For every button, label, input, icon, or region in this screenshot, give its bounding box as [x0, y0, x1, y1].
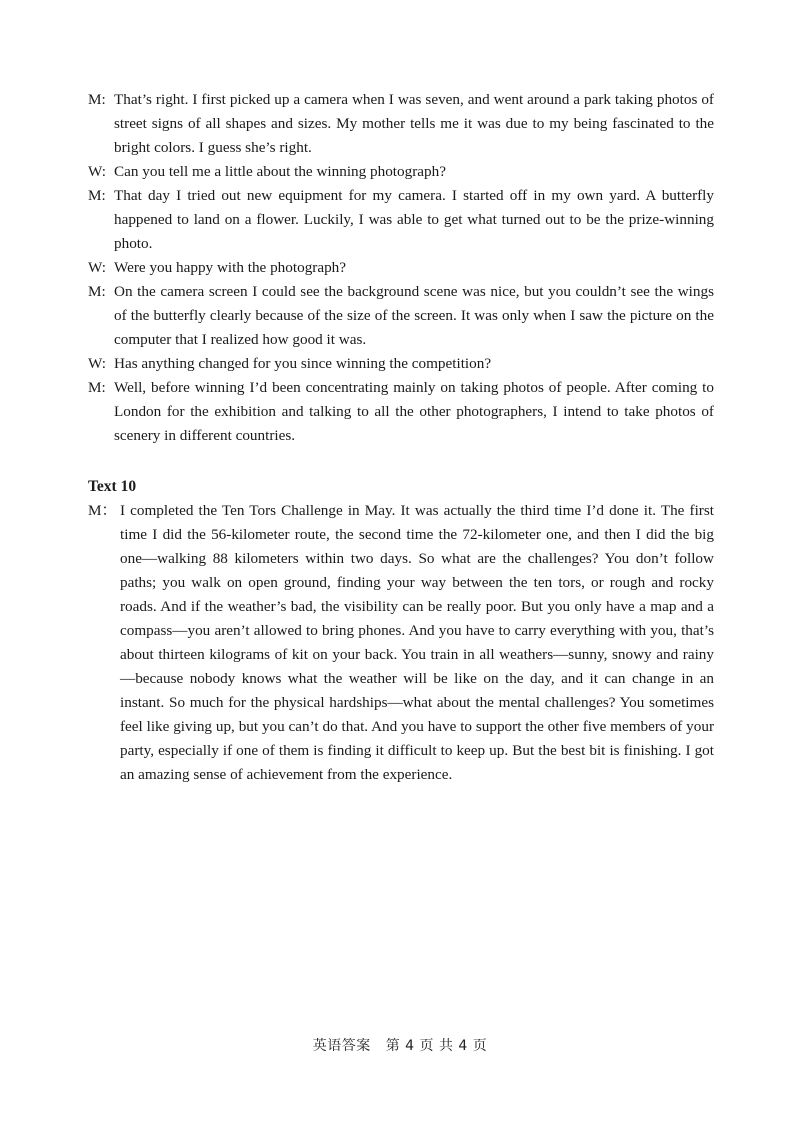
speaker-label: M: [88, 91, 106, 108]
dialogue-line [88, 184, 714, 256]
speaker-label: W: [88, 163, 106, 180]
dialogue-line [88, 160, 714, 184]
dialogue-line [88, 280, 714, 352]
dialogue-text: On the camera screen I could see the background scene was nice, but you couldn’t see the wings of the butterfly clearly because of the size of the screen. It was only when I saw the picture on the computer that I realized how good it was. [114, 283, 714, 348]
document-page [88, 88, 714, 787]
speaker-label: M: [88, 379, 106, 396]
page-footer [0, 1035, 800, 1055]
dialogue-section [88, 88, 714, 448]
footer-page-info: 第 4 页 共 4 页 [385, 1038, 488, 1054]
dialogue-text: Well, before winning I’d been concentrating mainly on taking photos of people. After coming to London for the exhibition and talking to all the other photographers, I intend to take photos of scenery in different countries. [114, 379, 714, 444]
monologue-text: I completed the Ten Tors Challenge in May. It was actually the third time I’d done it. The first time I did the 56-kilometer route, the second time the 72-kilometer one, and then I did the big one—walking 88 kilometers within two days. So what are the challenges? You don’t follow paths; you walk on open ground, finding your way between the ten tors, or rough and rocky roads. And if the weather’s bad, the visibility can be really poor. But you only have a map and a compass—you aren’t allowed to bring phones. And you have to carry everything with you, that’s about thirteen kilograms of kit on your back. You train in all weathers—sunny, snowy and rainy—because nobody knows what the weather will be like on the day, and it can change in an instant. So much for the physical hardships—what about the mental challenges? You sometimes feel like giving up, but you can’t do that. And you have to support the other five members of your party, especially if one of them is finding it difficult to keep up. But the best bit is finishing. I got an amazing sense of achievement from the experience. [120, 502, 714, 783]
dialogue-line [88, 256, 714, 280]
dialogue-text: Can you tell me a little about the winning photograph? [114, 163, 446, 180]
text10-section [88, 475, 714, 787]
monologue [88, 499, 714, 787]
dialogue-line [88, 352, 714, 376]
speaker-label: M： [88, 502, 117, 519]
dialogue-text: That’s right. I first picked up a camera when I was seven, and went around a park taking photos of street signs of all shapes and sizes. My mother tells me it was due to my being fascinated to the bright colors. I guess she’s right. [114, 91, 714, 156]
section-heading: Text 10 [88, 478, 137, 495]
dialogue-text: Has anything changed for you since winning the competition? [114, 355, 492, 372]
speaker-label: M: [88, 283, 106, 300]
footer-subject: 英语答案 [312, 1038, 371, 1054]
dialogue-text: Were you happy with the photograph? [114, 259, 347, 276]
speaker-label: W: [88, 259, 106, 276]
dialogue-line [88, 88, 714, 160]
speaker-label: W: [88, 355, 106, 372]
speaker-label: M: [88, 187, 106, 204]
dialogue-line [88, 376, 714, 448]
dialogue-text: That day I tried out new equipment for my camera. I started off in my own yard. A butterfly happened to land on a flower. Luckily, I was able to get what turned out to be the prize-winning photo. [114, 187, 714, 252]
